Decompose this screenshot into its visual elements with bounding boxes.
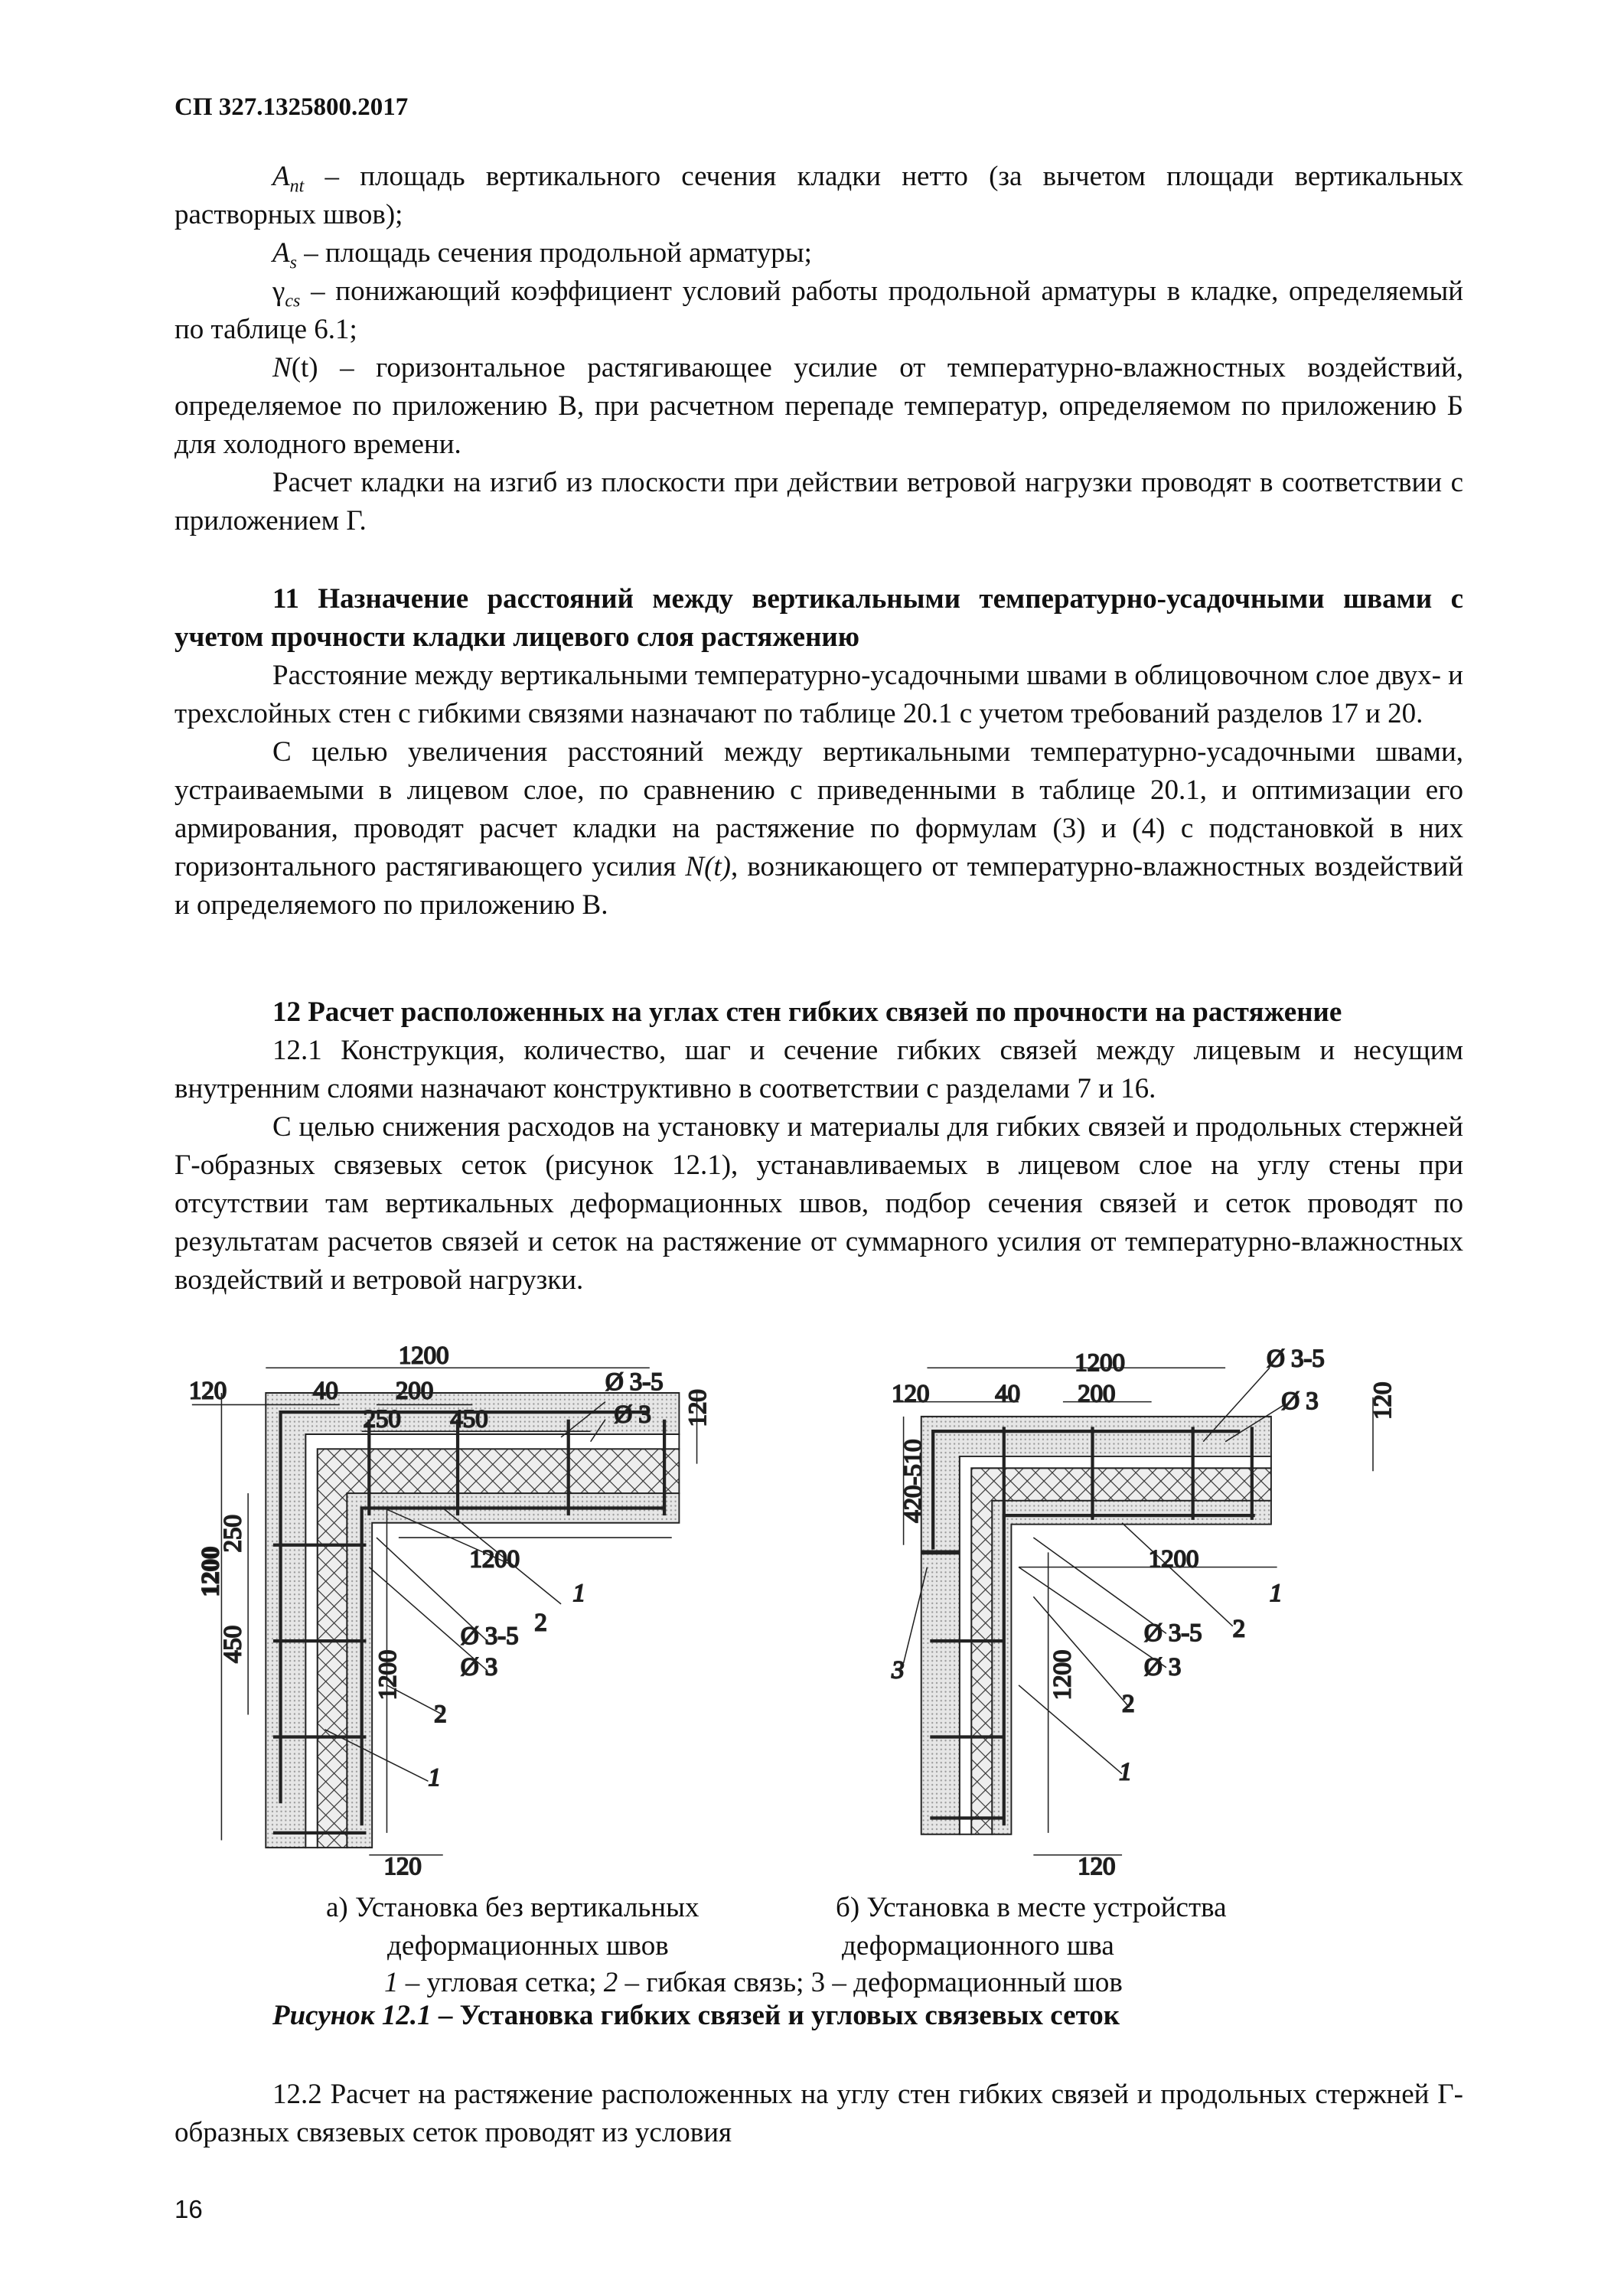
paragraph-12-2: 12.2 Расчет на растяжение расположенных на углу стен гибких связей и продольных стержней Г-образных связевых сеток проводят из условия (174, 2079, 1463, 2148)
dim-label: 200 (396, 1377, 434, 1405)
diameter-label: Ø 3-5 (1267, 1345, 1325, 1373)
definition-as (174, 234, 1463, 272)
caption-b-line1: б) Установка в месте устройства (836, 1892, 1227, 1923)
diameter-label: Ø 3 (614, 1401, 651, 1429)
dim-label: 120 (1369, 1381, 1397, 1420)
dim-label: 250 (219, 1515, 247, 1553)
definition-text: – понижающий коэффициент условий работы продольной арматуры в кладке, определяемый по таблице 6.1; (174, 276, 1463, 345)
figure-title (272, 1999, 1120, 2032)
diameter-label: Ø 3-5 (605, 1368, 664, 1397)
figure-number: Рисунок 12.1 (272, 2000, 432, 2031)
section-12-p2: С целью снижения расходов на установку и материалы для гибких связей и продольных стержней Г-образных связевых сеток (рисунок 12.1), устанавливаемых в лицевом слое на углу стены при отсутствии там вертикальных деформационных швов, подбор сечения связей и сеток проводят по результатам расчетов связей и сеток на растяжение от суммарного усилия от температурно-влажностных воздействий и ветровой нагрузки. (174, 1111, 1463, 1296)
section-11 (174, 580, 1463, 925)
page-number: 16 (174, 2195, 203, 2223)
callout-2: 2 (534, 1609, 547, 1637)
symbol-arg: (t) (291, 352, 318, 383)
document-code-header: СП 327.1325800.2017 (174, 93, 409, 121)
caption-a-line2: деформационных швов (387, 1930, 669, 1962)
callout-1: 1 (1269, 1579, 1283, 1607)
callout-1: 1 (572, 1579, 585, 1607)
figure-title-text: – Установка гибких связей и угловых связевых сеток (431, 2000, 1120, 2031)
text: С целью увеличения расстояний между вертикальными температурно-усадочными швами, устраиваемыми в лицевом слое, по сравнению с приведенными в таблице 20.1, и оптимизации его армирования, проводят расчет кладки на растяжение по формулам (3) и (4) с подстановкой в них горизонтального растягивающего усилия (174, 736, 1463, 882)
diameter-label: Ø 3 (1281, 1388, 1319, 1416)
symbol: N (272, 352, 292, 383)
corner-drawing-b (891, 1345, 1397, 1880)
paragraph-wind: Расчет кладки на изгиб из плоскости при действии ветровой нагрузки проводят в соответствии с приложением Г. (174, 467, 1463, 536)
dim-label: 120 (188, 1377, 227, 1405)
diameter-label: Ø 3 (1144, 1653, 1182, 1681)
caption-a-line1: а) Установка без вертикальных (326, 1892, 699, 1923)
definition-ant (174, 158, 1463, 234)
legend-text: – гибкая связь; 3 – деформационный шов (618, 1967, 1123, 1998)
subscript: nt (289, 176, 305, 197)
text: , возникающего от температурно-влажностных воздействий и определяемого по приложению В. (174, 851, 1463, 921)
dim-label: 1200 (374, 1649, 403, 1701)
dim-label: 1200 (469, 1545, 520, 1574)
symbol: A (272, 237, 290, 269)
section-12-title: 12 Расчет расположенных на углах стен гибких связей по прочности на растяжение (272, 996, 1342, 1028)
diameter-label: Ø 3 (460, 1653, 498, 1681)
corner-drawing-a (189, 1342, 712, 1880)
callout-1: 1 (1119, 1758, 1132, 1786)
dim-label: 1200 (1148, 1545, 1199, 1574)
figure-legend (384, 1964, 1123, 2002)
paragraph-12-2-block (174, 2076, 1463, 2152)
definition-nt (174, 349, 1463, 464)
diameter-label: Ø 3-5 (1144, 1619, 1202, 1648)
symbol: N(t) (685, 851, 732, 882)
legend-text: – угловая сетка; (398, 1967, 604, 1998)
callout-1: 1 (428, 1764, 441, 1792)
dim-label: 40 (995, 1380, 1020, 1408)
definition-text: – площадь сечения продольной арматуры; (296, 237, 812, 269)
callout-3: 3 (892, 1656, 905, 1684)
dim-label: 450 (450, 1405, 488, 1433)
section-11-p1: Расстояние между вертикальными температурно-усадочными швами в облицовочном слое двух- и трехслойных стен с гибкими связями назначают по таблице 20.1 с учетом требований разделов 17 и 20. (174, 660, 1463, 729)
dim-label: 1200 (1075, 1349, 1125, 1378)
definition-gamma (174, 272, 1463, 349)
definition-text: – площадь вертикального сечения кладки нетто (за вычетом площади вертикальных растворных швов); (174, 161, 1463, 230)
subscript: s (289, 253, 297, 273)
subscript: cs (285, 291, 301, 311)
dim-label: 1200 (197, 1546, 225, 1597)
section-12-p1: 12.1 Конструкция, количество, шаг и сечение гибких связей между лицевым и несущим внутренним слоями назначают конструктивно в соответствии с разделами 7 и 16. (174, 1035, 1463, 1104)
dim-label: 1200 (398, 1342, 449, 1370)
dim-label: 120 (892, 1380, 930, 1408)
callout-2: 2 (1122, 1690, 1135, 1718)
symbol: γ (272, 276, 285, 307)
dim-label: 420-510 (899, 1439, 928, 1523)
dim-label: 200 (1078, 1380, 1116, 1408)
dim-label: 120 (383, 1852, 422, 1880)
callout-2: 2 (1232, 1615, 1246, 1643)
dim-label: 250 (363, 1405, 401, 1433)
section-11-title: 11 Назначение расстояний между вертикальными температурно-усадочными швами с учетом прочности кладки лицевого слоя растяжению (174, 583, 1463, 653)
legend-num: 2 (603, 1967, 618, 1998)
definition-text: – горизонтальное растягивающее усилие от температурно-влажностных воздействий, определяемое по приложению В, при расчетном перепаде температур, определяемом по приложению Б для холодного времени. (174, 352, 1463, 460)
dim-label: 40 (313, 1377, 338, 1405)
legend-num: 1 (384, 1967, 399, 1998)
section-12 (174, 993, 1463, 1300)
diameter-label: Ø 3-5 (460, 1622, 519, 1650)
figure-12-1-drawings (0, 1331, 1624, 1892)
caption-b-line2: деформационного шва (842, 1930, 1114, 1962)
section-11-p2 (174, 733, 1463, 925)
symbol: A (272, 161, 290, 192)
dim-label: 120 (684, 1389, 713, 1427)
definitions-block (174, 158, 1463, 540)
callout-2: 2 (434, 1701, 447, 1729)
dim-label: 450 (219, 1625, 247, 1664)
dim-label: 120 (1078, 1852, 1116, 1880)
dim-label: 1200 (1048, 1649, 1077, 1701)
